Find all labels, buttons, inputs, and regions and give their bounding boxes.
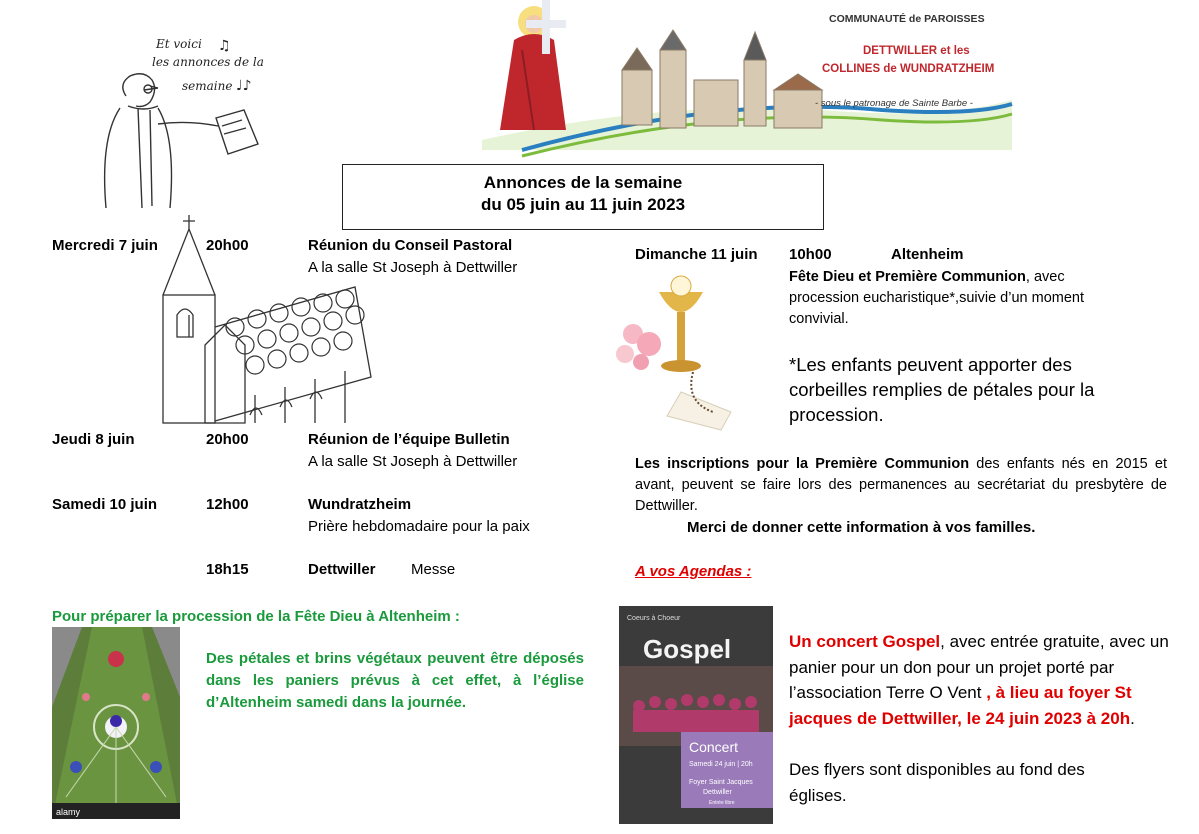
sunday-time: 10h00 <box>789 246 832 263</box>
sunday-title: Fête Dieu et Première Communion <box>789 269 1026 285</box>
agenda-heading: A vos Agendas : <box>635 563 752 580</box>
concert-description <box>789 629 1169 731</box>
merci-text: Merci de donner cette information à vos familles. <box>687 519 1036 536</box>
concert-mid: , avec entrée gratuite, avec un panier pour un don pour un projet porté par l’association Terre O Vent <box>789 632 1169 702</box>
poster-title: Gospel <box>643 634 732 664</box>
inscriptions-bold: Les inscriptions pour la Première Communion <box>635 456 970 472</box>
event-detail: Prière hebdomadaire pour la paix <box>308 518 530 535</box>
poster-venue: Foyer Saint Jacques <box>689 779 753 786</box>
event-title: Dettwiller <box>308 561 376 578</box>
sunday-description <box>789 267 1134 330</box>
logo-line2: DETTWILLER et les <box>863 45 970 57</box>
page-title: Annonces de la semaine <box>483 173 683 192</box>
logo-line1: COMMUNAUTÉ de PAROISSES <box>829 13 985 25</box>
sketch-caption-3: semaine <box>182 79 233 93</box>
poster-concert: Concert <box>689 739 739 755</box>
event-day: Samedi 10 juin <box>52 496 158 513</box>
parish-logo <box>482 0 1017 160</box>
sunday-day: Dimanche 11 juin <box>635 246 758 263</box>
title-box <box>342 164 824 230</box>
event-title: Wundratzheim <box>308 496 412 513</box>
page-subtitle: du 05 juin au 11 juin 2023 <box>480 195 686 214</box>
procession-body: Des pétales et brins végétaux peuvent être déposés dans les paniers prévus à cet effet, à l’église d’Altenheim samedi dans la journée. <box>206 650 584 711</box>
sketch-caption-1: Et voici <box>156 37 202 51</box>
logo-line3: COLLINES de WUNDRATZHEIM <box>822 63 995 75</box>
music-note-icon-2: ♩♪ <box>236 78 252 94</box>
event-detail: A la salle St Joseph à Dettwiller <box>308 453 518 470</box>
poster-entry: Entrée libre <box>709 800 735 806</box>
event-title: Réunion du Conseil Pastoral <box>308 237 513 254</box>
sunday-place: Altenheim <box>891 246 964 263</box>
music-note-icon: ♫ <box>218 38 231 54</box>
procession-heading: Pour préparer la procession de la Fête Dieu à Altenheim : <box>52 608 460 625</box>
poster-top: Coeurs à Choeur <box>627 615 681 622</box>
event-day: Mercredi 7 juin <box>52 237 158 254</box>
logo-line4: - sous le patronage de Sainte Barbe - <box>815 98 973 109</box>
chalice-roses-photo <box>611 272 737 432</box>
event-time: 20h00 <box>206 237 249 254</box>
event-time: 12h00 <box>206 496 249 513</box>
poster-date: Samedi 24 juin | 20h <box>689 761 753 768</box>
alamy-watermark: alamy <box>56 807 81 817</box>
inscriptions-rest: des enfants nés en 2015 et avant, peuvent se faire lors des permanences au secrétariat du presbytère de Dettwiller. <box>635 456 1167 514</box>
inscriptions-text <box>635 454 1167 517</box>
gospel-concert-poster <box>619 606 773 824</box>
poster-town: Dettwiller <box>703 789 732 796</box>
sketch-caption-2: les annonces de la <box>152 55 264 69</box>
concert-place: , à lieu au foyer St jacques de Dettwiller, le 24 juin 2023 à 20h <box>789 683 1132 728</box>
event-title: Réunion de l’équipe Bulletin <box>308 431 510 448</box>
sunday-note: *Les enfants peuvent apporter des corbeilles remplies de pétales pour la procession. <box>789 354 1095 425</box>
event-day: Jeudi 8 juin <box>52 431 135 448</box>
flower-carpet-photo <box>52 627 180 819</box>
event-detail: Messe <box>411 561 456 578</box>
event-detail: A la salle St Joseph à Dettwiller <box>308 259 518 276</box>
event-time: 20h00 <box>206 431 249 448</box>
concert-title: Un concert Gospel <box>789 632 941 651</box>
event-time: 18h15 <box>206 561 249 578</box>
concert-end: . <box>1130 708 1135 728</box>
preacher-illustration <box>98 28 273 213</box>
flyers-text: Des flyers sont disponibles au fond des églises. <box>789 760 1085 805</box>
sunday-text: , avec procession eucharistique*,suivie d’un moment convivial. <box>789 269 1084 327</box>
